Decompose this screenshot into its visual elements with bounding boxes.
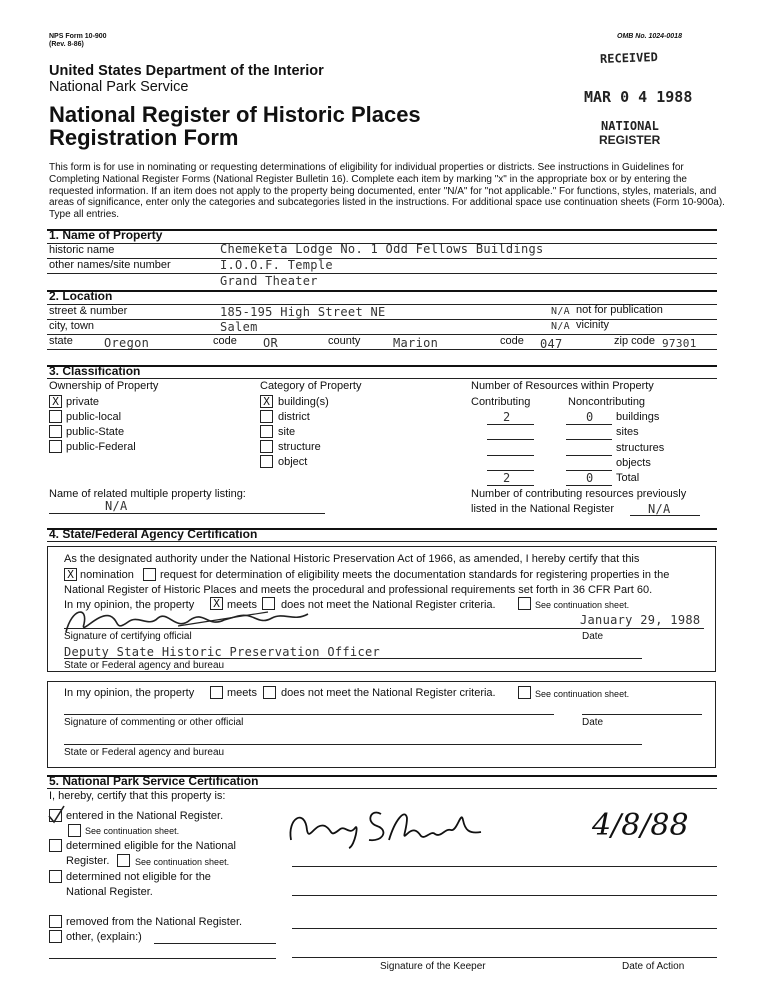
state-code-value[interactable]: OR bbox=[263, 336, 279, 350]
category-district-checkbox[interactable] bbox=[260, 410, 273, 423]
section1-heading: 1. Name of Property bbox=[49, 228, 163, 242]
removed-checkbox[interactable] bbox=[49, 915, 62, 928]
determined-eligible-checkbox[interactable] bbox=[49, 839, 62, 852]
resources-sites-label: sites bbox=[616, 426, 639, 438]
agency-value[interactable]: Deputy State Historic Preservation Officer bbox=[64, 645, 381, 659]
continuation-b-checkbox[interactable] bbox=[117, 854, 130, 867]
opinion2-text: In my opinion, the property bbox=[64, 687, 195, 699]
other-names-value[interactable]: I.O.O.F. Temple bbox=[220, 258, 333, 272]
multiple-listing-value[interactable]: N/A bbox=[105, 499, 128, 513]
does-not-meet2-label: does not meet the National Register criteria. bbox=[281, 687, 496, 699]
category-heading: Category of Property bbox=[260, 380, 362, 392]
ownership-public-local-checkbox[interactable] bbox=[49, 410, 62, 423]
nomination-label: nomination bbox=[80, 569, 134, 581]
agency-label: State or Federal agency and bureau bbox=[64, 660, 225, 671]
service-name: National Park Service bbox=[49, 79, 189, 95]
contributing-label: Contributing bbox=[471, 396, 531, 408]
ownership-private-checkbox[interactable]: X bbox=[49, 395, 62, 408]
certification-date-label: Date bbox=[582, 631, 604, 642]
historic-name-value[interactable]: Chemeketa Lodge No. 1 Odd Fellows Buildings bbox=[220, 242, 544, 256]
category-site-checkbox[interactable] bbox=[260, 425, 273, 438]
county-value[interactable]: Marion bbox=[393, 336, 439, 350]
form-revision: (Rev. 8-86) bbox=[49, 41, 84, 48]
certifying-signature-label: Signature of certifying official bbox=[64, 631, 192, 642]
category-district-label: district bbox=[278, 411, 310, 423]
form-title-line2: Registration Form bbox=[49, 125, 239, 150]
nomination-checkbox[interactable]: X bbox=[64, 568, 77, 581]
city-label: city, town bbox=[49, 320, 95, 332]
meets2-checkbox[interactable] bbox=[210, 686, 223, 699]
not-for-publication-na: N/A bbox=[551, 306, 570, 317]
form-number: NPS Form 10-900 bbox=[49, 33, 107, 40]
agency2-label: State or Federal agency and bureau bbox=[64, 747, 225, 758]
previously-listed-value[interactable]: N/A bbox=[648, 502, 671, 516]
continuation-sheet-label: See continuation sheet. bbox=[535, 600, 630, 610]
cert-line-1: As the designated authority under the National Historic Preservation Act of 1966, as amended, I hereby certify that this bbox=[64, 553, 640, 565]
resources-buildings-noncontributing[interactable]: 0 bbox=[586, 410, 594, 424]
continuation-a-checkbox[interactable] bbox=[68, 824, 81, 837]
not-for-publication-label: not for publication bbox=[576, 304, 663, 316]
certification-date-value[interactable]: January 29, 1988 bbox=[580, 613, 701, 627]
cert-line-2: request for determination of eligibility meets the documentation standards for registering properties in the bbox=[160, 569, 670, 581]
historic-name-label: historic name bbox=[49, 244, 115, 256]
vicinity-na: N/A bbox=[551, 321, 570, 332]
resources-total-label: Total bbox=[616, 472, 640, 484]
county-label: county bbox=[328, 335, 361, 347]
commenting-signature-label: Signature of commenting or other official bbox=[64, 717, 244, 728]
stamp-national: NATIONAL bbox=[601, 119, 659, 133]
received-stamp: RECEIVED bbox=[599, 49, 659, 67]
not-eligible-label-2: National Register. bbox=[66, 886, 153, 898]
category-structure-label: structure bbox=[278, 441, 321, 453]
previously-listed-label-1: Number of contributing resources previously bbox=[471, 488, 687, 500]
resources-structures-label: structures bbox=[616, 442, 665, 454]
keeper-signature-label: Signature of the Keeper bbox=[380, 961, 486, 972]
does-not-meet2-checkbox[interactable] bbox=[263, 686, 276, 699]
section5-heading: 5. National Park Service Certification bbox=[49, 774, 259, 788]
stamp-register: REGISTER bbox=[599, 133, 661, 147]
form-title-line1: National Register of Historic Places bbox=[49, 102, 421, 127]
department-name: United States Department of the Interior bbox=[49, 63, 324, 79]
street-value[interactable]: 185-195 High Street NE bbox=[220, 305, 386, 319]
zip-label: zip code bbox=[614, 335, 655, 347]
street-label: street & number bbox=[49, 305, 128, 317]
ownership-public-local-label: public-local bbox=[66, 411, 122, 423]
section4-heading: 4. State/Federal Agency Certification bbox=[49, 527, 258, 541]
intro-instructions: This form is for use in nominating or requesting determinations of eligibility for individual properties or districts. See instructions in Guidelines for Completing National Register Forms (National Register Bulletin 16). Complete each item by marking "x" in the appropriate box or by entering the requested information. If an item does not apply to the property being documented, enter "N/A" for "not applicable." For functions, styles, materials, and areas of significance, enter only the categories and subcategories listed in the instructions. For additional space use continuation sheets (Form 10-900a). Type all entries. bbox=[49, 162, 725, 221]
resources-total-noncontributing[interactable]: 0 bbox=[586, 471, 594, 485]
commenting-date-label: Date bbox=[582, 717, 604, 728]
category-building-checkbox[interactable]: X bbox=[260, 395, 273, 408]
meets2-label: meets bbox=[227, 687, 257, 699]
state-code-label: code bbox=[213, 335, 237, 347]
meets-label: meets bbox=[227, 599, 257, 611]
action-date-handwritten: 4/8/88 bbox=[592, 808, 689, 843]
continuation-a-label: See continuation sheet. bbox=[85, 826, 180, 836]
ownership-public-state-checkbox[interactable] bbox=[49, 425, 62, 438]
resources-buildings-contributing[interactable]: 2 bbox=[503, 410, 511, 424]
resources-objects-label: objects bbox=[616, 457, 651, 469]
vicinity-label: vicinity bbox=[576, 319, 610, 331]
not-eligible-checkbox[interactable] bbox=[49, 870, 62, 883]
zip-value[interactable]: 97301 bbox=[662, 337, 697, 350]
determined-eligible-label: determined eligible for the National bbox=[66, 840, 236, 852]
noncontributing-label: Noncontributing bbox=[568, 396, 646, 408]
resources-total-contributing[interactable]: 2 bbox=[503, 471, 511, 485]
cert-line-3: National Register of Historic Places and meets the procedural and professional requirements set forth in 36 CFR Part 60. bbox=[64, 584, 653, 596]
stamp-date: MAR 0 4 1988 bbox=[584, 88, 693, 106]
category-building-label: building(s) bbox=[278, 396, 329, 408]
keeper-signature bbox=[285, 800, 485, 850]
section2-heading: 2. Location bbox=[49, 289, 113, 303]
resources-heading: Number of Resources within Property bbox=[471, 380, 654, 392]
does-not-meet-label: does not meet the National Register criteria. bbox=[281, 599, 496, 611]
section3-heading: 3. Classification bbox=[49, 364, 141, 378]
category-structure-checkbox[interactable] bbox=[260, 440, 273, 453]
continuation-sheet-checkbox[interactable] bbox=[518, 597, 531, 610]
county-code-value[interactable]: 047 bbox=[540, 337, 563, 351]
continuation-sheet2-checkbox[interactable] bbox=[518, 686, 531, 699]
other-label: other, (explain:) bbox=[66, 931, 142, 943]
category-site-label: site bbox=[278, 426, 296, 438]
city-value[interactable]: Salem bbox=[220, 320, 258, 334]
state-value[interactable]: Oregon bbox=[104, 336, 150, 350]
ownership-public-federal-checkbox[interactable] bbox=[49, 440, 62, 453]
other-checkbox[interactable] bbox=[49, 930, 62, 943]
ownership-public-federal-label: public-Federal bbox=[66, 441, 136, 453]
other-names-value-2[interactable]: Grand Theater bbox=[220, 274, 318, 288]
opinion-text: In my opinion, the property bbox=[64, 599, 195, 611]
removed-label: removed from the National Register. bbox=[66, 916, 243, 928]
determined-eligible-label-2: Register. bbox=[66, 855, 110, 867]
county-code-label: code bbox=[500, 335, 524, 347]
resources-buildings-label: buildings bbox=[616, 411, 660, 423]
entered-label: entered in the National Register. bbox=[66, 810, 224, 822]
state-label: state bbox=[49, 335, 73, 347]
ownership-public-state-label: public-State bbox=[66, 426, 125, 438]
continuation-sheet2-label: See continuation sheet. bbox=[535, 689, 630, 699]
continuation-b-label: See continuation sheet. bbox=[135, 857, 230, 867]
previously-listed-label-2: listed in the National Register bbox=[471, 503, 615, 515]
ownership-private-label: private bbox=[66, 396, 100, 408]
category-object-label: object bbox=[278, 456, 308, 468]
category-object-checkbox[interactable] bbox=[260, 455, 273, 468]
certify-text: I, hereby, certify that this property is: bbox=[49, 790, 226, 802]
omb-number: OMB No. 1024-0018 bbox=[617, 33, 682, 40]
entered-check-mark bbox=[46, 804, 66, 824]
not-eligible-label: determined not eligible for the bbox=[66, 871, 211, 883]
meets-checkbox[interactable]: X bbox=[210, 597, 223, 610]
multiple-listing-label: Name of related multiple property listing: bbox=[49, 488, 246, 500]
other-names-label: other names/site number bbox=[49, 259, 171, 271]
date-of-action-label: Date of Action bbox=[622, 961, 685, 972]
ownership-heading: Ownership of Property bbox=[49, 380, 159, 392]
request-determination-checkbox[interactable] bbox=[143, 568, 156, 581]
